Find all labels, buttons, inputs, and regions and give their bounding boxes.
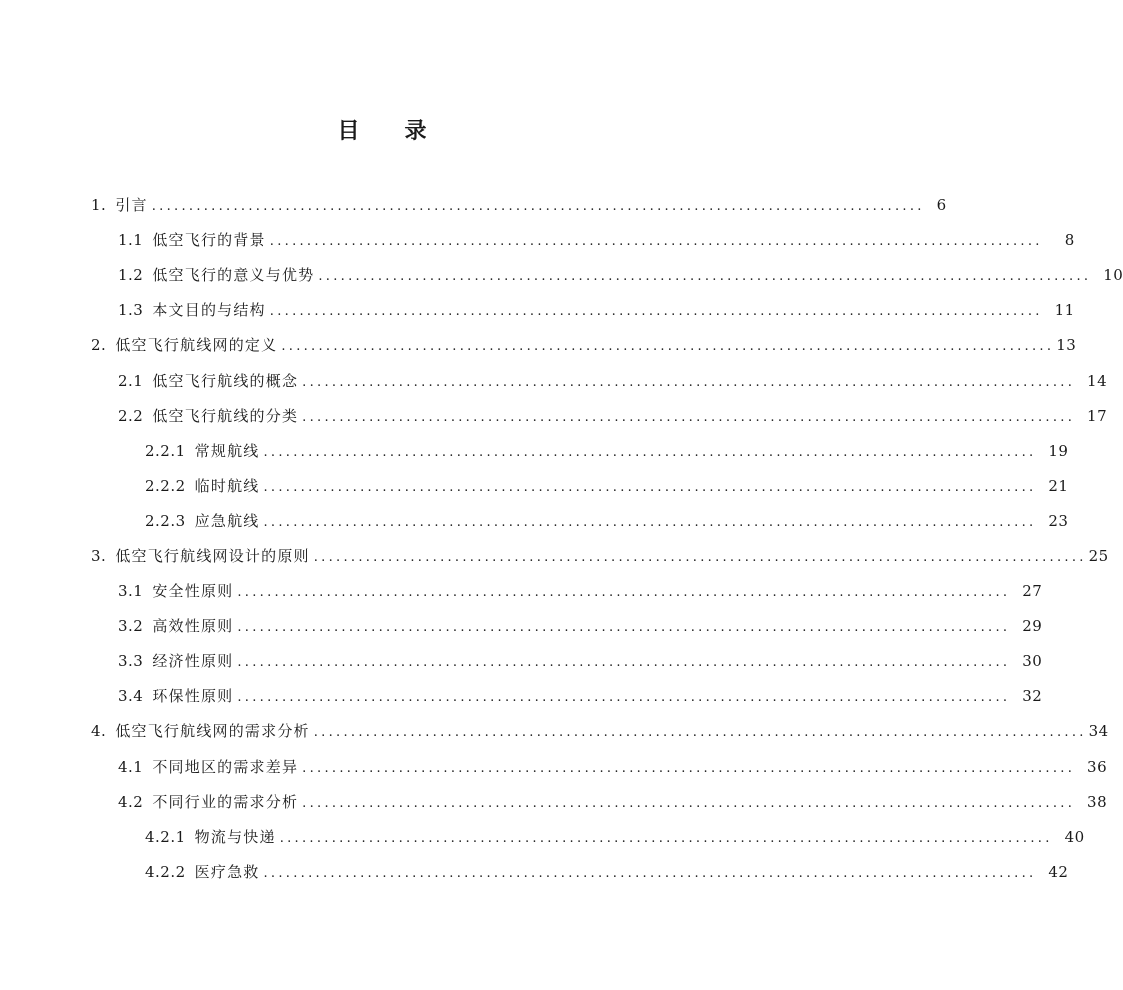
toc-entry[interactable] — [0, 785, 1108, 820]
toc-entry-label — [91, 338, 277, 353]
toc-entry[interactable] — [0, 820, 1085, 855]
page-number: 14 — [1087, 371, 1108, 390]
page-number: 32 — [1022, 687, 1043, 706]
section-number: 2.2.3 — [145, 511, 186, 530]
section-number: 2. — [91, 336, 107, 355]
dot-leader: ........................................................................................................ — [237, 585, 1011, 601]
page-number: 11 — [1054, 301, 1075, 320]
section-number: 4.2.1 — [145, 827, 186, 846]
page-number: 25 — [1088, 546, 1109, 565]
toc-entry[interactable] — [0, 328, 1077, 363]
dot-leader: ........................................................................................................ — [263, 865, 1037, 881]
dot-leader: ........................................................................................................ — [237, 690, 1011, 706]
toc-entry-label — [118, 268, 314, 283]
toc-entry-label — [145, 441, 260, 460]
toc-entry-label — [118, 689, 233, 704]
section-title: 低空飞行航线的分类 — [152, 406, 299, 425]
toc-entry[interactable] — [0, 539, 1109, 574]
page-number: 17 — [1087, 406, 1108, 425]
section-title: 高效性原则 — [152, 617, 234, 636]
section-title: 经济性原则 — [152, 652, 234, 671]
toc-entry-label — [91, 724, 310, 739]
dot-leader: ........................................................................................................ — [269, 234, 1043, 250]
toc-entry[interactable] — [0, 399, 1108, 434]
toc-entry[interactable] — [0, 679, 1043, 714]
dot-leader: ........................................................................................................ — [302, 409, 1076, 425]
page-number: 29 — [1022, 617, 1043, 636]
section-title: 不同行业的需求分析 — [152, 792, 299, 811]
toc-entry-label — [145, 511, 260, 530]
page-title — [0, 114, 765, 145]
section-number: 3.3 — [118, 652, 144, 671]
page-number: 23 — [1048, 511, 1069, 530]
title-char-2: 录 — [404, 119, 428, 144]
dot-leader: ........................................................................................................ — [237, 620, 1011, 636]
title-char-1: 目 — [337, 119, 361, 144]
section-title: 物流与快递 — [194, 827, 276, 846]
dot-leader: ........................................................................................................ — [318, 269, 1092, 285]
section-number: 1. — [91, 196, 107, 215]
dot-leader: ........................................................................................................ — [269, 304, 1043, 320]
section-title: 常规航线 — [194, 441, 260, 460]
toc-entry-label — [118, 371, 299, 390]
section-number: 2.1 — [118, 371, 144, 390]
section-title: 低空飞行的背景 — [152, 231, 266, 250]
toc-entry-label — [91, 546, 310, 565]
dot-leader: ........................................................................................................ — [263, 444, 1037, 460]
dot-leader: ........................................................................................................ — [302, 760, 1076, 776]
toc-entry-label — [118, 584, 233, 599]
page-number: 42 — [1048, 862, 1069, 881]
toc-entry-label — [118, 757, 299, 776]
section-number: 1.1 — [118, 231, 144, 250]
section-number: 3.4 — [118, 687, 144, 706]
dot-leader: ........................................................................................................ — [281, 339, 1055, 355]
toc-entry[interactable] — [0, 574, 1043, 609]
toc-entry[interactable] — [0, 223, 1075, 258]
toc-entry-label — [118, 792, 299, 811]
toc-entry[interactable] — [0, 293, 1075, 328]
toc-entry[interactable] — [0, 469, 1069, 504]
section-title: 不同地区的需求差异 — [152, 757, 299, 776]
section-number: 1.3 — [118, 301, 144, 320]
toc-entry[interactable] — [0, 504, 1069, 539]
toc-entry[interactable] — [0, 644, 1043, 679]
section-title: 临时航线 — [194, 476, 260, 495]
page-number: 27 — [1022, 582, 1043, 601]
page-number: 8 — [1064, 231, 1075, 250]
section-number: 4.1 — [118, 757, 144, 776]
page-number: 34 — [1088, 722, 1109, 741]
toc-entry[interactable] — [0, 258, 1123, 293]
section-title: 应急航线 — [194, 511, 260, 530]
section-title: 低空飞行航线网的需求分析 — [115, 722, 310, 741]
toc-entry-label — [118, 406, 299, 425]
toc-entry-label — [145, 862, 260, 881]
toc-entry[interactable] — [0, 363, 1108, 398]
page-number: 6 — [936, 196, 947, 215]
toc-entry[interactable] — [0, 750, 1108, 785]
page-number: 19 — [1048, 441, 1069, 460]
page-number: 40 — [1064, 827, 1085, 846]
toc-entry-label — [145, 827, 276, 846]
section-number: 1.2 — [118, 266, 144, 285]
section-number: 4. — [91, 722, 107, 741]
dot-leader: ........................................................................................................ — [302, 374, 1076, 390]
section-title: 本文目的与结构 — [152, 301, 266, 320]
dot-leader: ........................................................................................................ — [279, 830, 1053, 846]
section-title: 低空飞行航线的概念 — [152, 371, 299, 390]
page-number: 38 — [1087, 792, 1108, 811]
section-title: 安全性原则 — [152, 582, 234, 601]
dot-leader: ........................................................................................................ — [237, 655, 1011, 671]
toc-entry-label — [118, 619, 233, 634]
toc-entry[interactable] — [0, 609, 1043, 644]
toc-entry[interactable] — [0, 714, 1109, 749]
section-number: 2.2 — [118, 406, 144, 425]
dot-leader: ........................................................................................................ — [151, 199, 925, 215]
section-number: 3. — [91, 546, 107, 565]
section-number: 3.2 — [118, 617, 144, 636]
toc-entry-label — [145, 476, 260, 495]
section-number: 4.2.2 — [145, 862, 186, 881]
section-number: 4.2 — [118, 792, 144, 811]
section-number: 2.2.1 — [145, 441, 186, 460]
dot-leader: ........................................................................................................ — [313, 725, 1087, 741]
dot-leader: ........................................................................................................ — [263, 514, 1037, 530]
toc-entry[interactable] — [0, 434, 1069, 469]
section-number: 3.1 — [118, 582, 144, 601]
toc-entry[interactable] — [0, 855, 1069, 890]
page-number: 36 — [1087, 757, 1108, 776]
dot-leader: ........................................................................................................ — [263, 479, 1037, 495]
section-title: 低空飞行航线网的定义 — [115, 336, 278, 355]
section-number: 2.2.2 — [145, 476, 186, 495]
toc-entry-label — [118, 303, 266, 318]
page-number: 30 — [1022, 652, 1043, 671]
toc-entry-label — [118, 654, 233, 669]
section-title: 低空飞行航线网设计的原则 — [115, 546, 310, 565]
page-number: 10 — [1103, 266, 1123, 285]
section-title: 环保性原则 — [152, 687, 234, 706]
section-title: 医疗急救 — [194, 862, 260, 881]
page-number: 21 — [1048, 476, 1069, 495]
toc-entry[interactable] — [0, 188, 947, 223]
toc-entry-label — [91, 198, 148, 213]
dot-leader: ........................................................................................................ — [302, 795, 1076, 811]
section-title: 低空飞行的意义与优势 — [152, 266, 315, 285]
section-title: 引言 — [115, 196, 148, 215]
dot-leader: ........................................................................................................ — [313, 549, 1087, 565]
page-number: 13 — [1056, 336, 1077, 355]
table-of-contents — [0, 188, 1123, 890]
toc-entry-label — [118, 233, 266, 248]
